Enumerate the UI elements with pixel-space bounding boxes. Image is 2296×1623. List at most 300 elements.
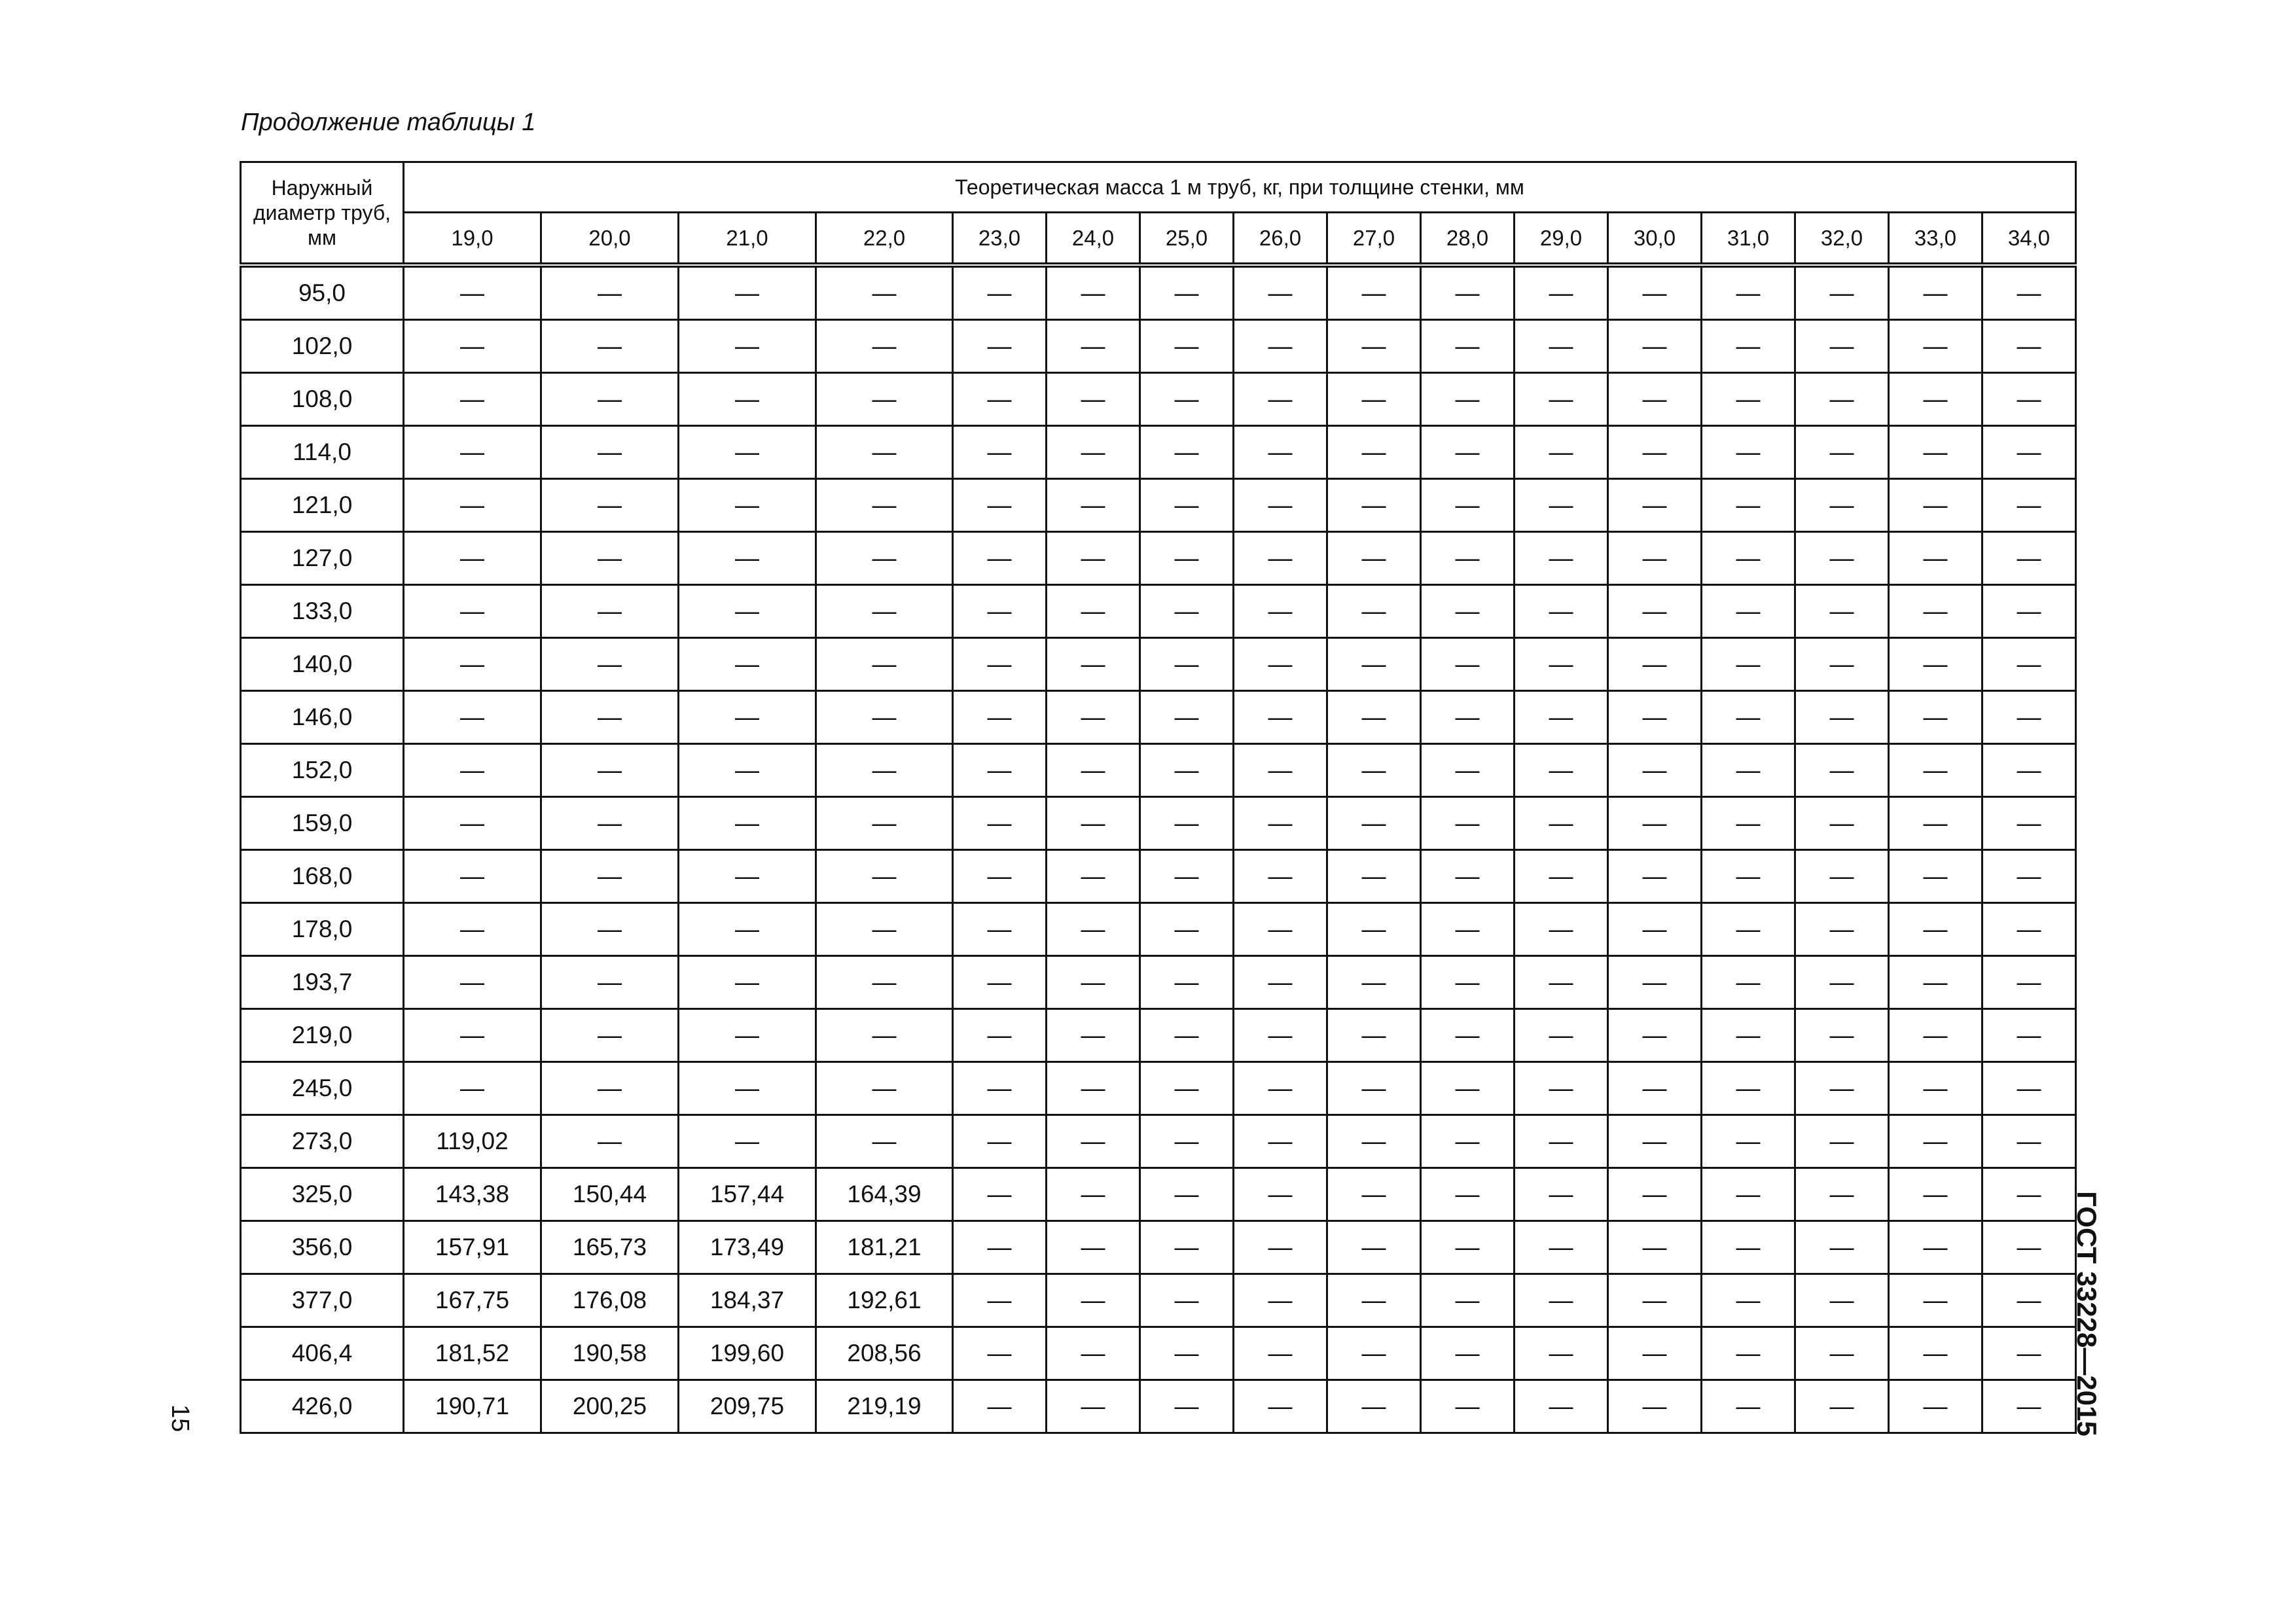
mass-cell: — xyxy=(1140,373,1234,426)
mass-cell: — xyxy=(816,956,953,1009)
mass-cell: — xyxy=(1140,1274,1234,1327)
mass-cell: — xyxy=(1327,797,1421,850)
mass-cell: — xyxy=(1982,532,2076,585)
mass-cell: — xyxy=(1608,638,1702,691)
mass-cell: — xyxy=(953,850,1047,903)
mass-cell: — xyxy=(541,1115,679,1168)
mass-cell: — xyxy=(1140,797,1234,850)
table-body xyxy=(241,265,2076,1433)
mass-cell: — xyxy=(1702,1115,1795,1168)
mass-cell: 167,75 xyxy=(404,1274,541,1327)
mass-cell: — xyxy=(1608,426,1702,479)
mass-cell: — xyxy=(1608,1168,1702,1221)
mass-cell: 181,21 xyxy=(816,1221,953,1274)
mass-cell: — xyxy=(1327,1062,1421,1115)
mass-cell: 199,60 xyxy=(679,1327,816,1380)
mass-cell: — xyxy=(541,479,679,532)
mass-cell: — xyxy=(1327,956,1421,1009)
mass-cell: — xyxy=(1047,903,1140,956)
wall-thickness-header: 20,0 xyxy=(541,213,679,266)
table-row xyxy=(241,1062,2076,1115)
mass-cell: — xyxy=(1327,850,1421,903)
mass-cell: — xyxy=(1515,903,1608,956)
mass-cell: — xyxy=(1702,1009,1795,1062)
mass-cell: — xyxy=(1795,1062,1889,1115)
mass-cell: — xyxy=(404,373,541,426)
mass-cell: — xyxy=(1421,1221,1515,1274)
mass-cell: — xyxy=(1795,1221,1889,1274)
mass-cell: — xyxy=(541,638,679,691)
mass-cell: — xyxy=(1327,373,1421,426)
mass-cell: — xyxy=(816,265,953,320)
mass-cell: — xyxy=(1889,1009,1982,1062)
mass-cell: — xyxy=(1421,744,1515,797)
diameter-cell: 245,0 xyxy=(241,1062,404,1115)
mass-cell: — xyxy=(404,265,541,320)
mass-cell: — xyxy=(1982,903,2076,956)
mass-cell: — xyxy=(816,320,953,373)
mass-cell: — xyxy=(404,691,541,744)
mass-cell: — xyxy=(1327,744,1421,797)
mass-cell: — xyxy=(953,638,1047,691)
table-row xyxy=(241,1115,2076,1168)
mass-cell: — xyxy=(1327,903,1421,956)
mass-cell: — xyxy=(953,903,1047,956)
diameter-cell: 140,0 xyxy=(241,638,404,691)
mass-cell: — xyxy=(1515,638,1608,691)
mass-cell: — xyxy=(1234,1380,1327,1433)
mass-cell: — xyxy=(953,320,1047,373)
mass-cell: — xyxy=(404,426,541,479)
mass-cell: — xyxy=(1795,1168,1889,1221)
table-caption: Продолжение таблицы 1 xyxy=(241,109,536,136)
mass-cell: — xyxy=(1515,320,1608,373)
mass-cell: — xyxy=(1421,1274,1515,1327)
mass-cell: — xyxy=(1982,1168,2076,1221)
mass-cell: — xyxy=(1702,638,1795,691)
mass-cell: — xyxy=(679,797,816,850)
wall-thickness-header: 23,0 xyxy=(953,213,1047,266)
mass-cell: — xyxy=(1234,426,1327,479)
mass-cell: — xyxy=(1234,1115,1327,1168)
mass-cell: — xyxy=(679,744,816,797)
wall-thickness-header: 25,0 xyxy=(1140,213,1234,266)
table-row xyxy=(241,1168,2076,1221)
mass-cell: — xyxy=(404,532,541,585)
mass-cell: 157,44 xyxy=(679,1168,816,1221)
mass-cell: — xyxy=(1515,1274,1608,1327)
mass-cell: — xyxy=(679,1115,816,1168)
table-row xyxy=(241,1221,2076,1274)
mass-cell: 184,37 xyxy=(679,1274,816,1327)
pipe-mass-table xyxy=(240,161,2077,1434)
table-row xyxy=(241,585,2076,638)
mass-cell: — xyxy=(953,479,1047,532)
mass-cell: — xyxy=(1421,1168,1515,1221)
mass-cell: — xyxy=(541,265,679,320)
mass-cell: — xyxy=(1702,956,1795,1009)
mass-cell: 181,52 xyxy=(404,1327,541,1380)
mass-cell: — xyxy=(679,373,816,426)
mass-cell: — xyxy=(1795,1274,1889,1327)
mass-cell: — xyxy=(1608,479,1702,532)
mass-cell: — xyxy=(1515,585,1608,638)
mass-cell: — xyxy=(1982,744,2076,797)
mass-cell: — xyxy=(1889,532,1982,585)
mass-cell: — xyxy=(1047,1274,1140,1327)
wall-thickness-header: 27,0 xyxy=(1327,213,1421,266)
mass-cell: — xyxy=(1795,744,1889,797)
mass-cell: — xyxy=(1421,1009,1515,1062)
mass-cell: — xyxy=(1234,373,1327,426)
mass-cell: — xyxy=(541,426,679,479)
diameter-cell: 108,0 xyxy=(241,373,404,426)
mass-cell: — xyxy=(1047,797,1140,850)
mass-cell: — xyxy=(1140,585,1234,638)
mass-cell: — xyxy=(1889,1168,1982,1221)
mass-cell: — xyxy=(1982,1115,2076,1168)
mass-cell: — xyxy=(1047,1009,1140,1062)
mass-cell: — xyxy=(541,956,679,1009)
mass-cell: 176,08 xyxy=(541,1274,679,1327)
mass-cell: 150,44 xyxy=(541,1168,679,1221)
diameter-cell: 356,0 xyxy=(241,1221,404,1274)
wall-thickness-header-row xyxy=(241,213,2076,266)
mass-cell: — xyxy=(541,532,679,585)
mass-cell: — xyxy=(1702,850,1795,903)
mass-cell: — xyxy=(1795,1380,1889,1433)
mass-cell: — xyxy=(1421,532,1515,585)
mass-cell: — xyxy=(404,956,541,1009)
wall-thickness-header: 32,0 xyxy=(1795,213,1889,266)
mass-cell: — xyxy=(1982,1327,2076,1380)
mass-cell: — xyxy=(1889,956,1982,1009)
mass-cell: — xyxy=(1889,1274,1982,1327)
mass-cell: — xyxy=(1982,691,2076,744)
mass-cell: — xyxy=(1140,1009,1234,1062)
mass-cell: — xyxy=(1608,797,1702,850)
mass-cell: 164,39 xyxy=(816,1168,953,1221)
mass-cell: — xyxy=(816,1115,953,1168)
mass-cell: — xyxy=(1421,479,1515,532)
diameter-cell: 325,0 xyxy=(241,1168,404,1221)
table-row xyxy=(241,903,2076,956)
mass-cell: 119,02 xyxy=(404,1115,541,1168)
mass-cell: — xyxy=(1047,956,1140,1009)
table-row xyxy=(241,320,2076,373)
mass-cell: — xyxy=(816,797,953,850)
mass-cell: — xyxy=(953,691,1047,744)
mass-cell: — xyxy=(1889,373,1982,426)
mass-cell: — xyxy=(1608,1221,1702,1274)
mass-cell: — xyxy=(816,1009,953,1062)
mass-cell: — xyxy=(1889,797,1982,850)
mass-cell: — xyxy=(816,691,953,744)
table-row xyxy=(241,1327,2076,1380)
mass-cell: — xyxy=(1421,850,1515,903)
mass-cell: — xyxy=(679,320,816,373)
mass-cell: — xyxy=(953,1168,1047,1221)
mass-cell: — xyxy=(953,1380,1047,1433)
mass-cell: — xyxy=(679,1009,816,1062)
mass-cell: — xyxy=(1795,691,1889,744)
mass-cell: — xyxy=(404,585,541,638)
diameter-cell: 114,0 xyxy=(241,426,404,479)
table-row xyxy=(241,1009,2076,1062)
mass-cell: 209,75 xyxy=(679,1380,816,1433)
mass-cell: — xyxy=(1702,1062,1795,1115)
diameter-cell: 406,4 xyxy=(241,1327,404,1380)
mass-cell: — xyxy=(1515,265,1608,320)
mass-cell: — xyxy=(816,744,953,797)
mass-cell: — xyxy=(1234,956,1327,1009)
mass-cell: — xyxy=(1889,744,1982,797)
mass-cell: — xyxy=(1234,903,1327,956)
document-designation: ГОСТ 33228—2015 xyxy=(2072,1191,2102,1436)
mass-cell: — xyxy=(953,426,1047,479)
mass-cell: — xyxy=(1327,585,1421,638)
mass-cell: — xyxy=(1702,479,1795,532)
mass-cell: — xyxy=(541,850,679,903)
mass-cell: — xyxy=(1702,1168,1795,1221)
mass-cell: — xyxy=(1047,744,1140,797)
mass-cell: — xyxy=(1327,1009,1421,1062)
mass-cell: — xyxy=(1889,1380,1982,1433)
mass-cell: — xyxy=(1889,1221,1982,1274)
mass-cell: — xyxy=(816,585,953,638)
mass-cell: — xyxy=(1982,585,2076,638)
mass-cell: — xyxy=(1982,850,2076,903)
table-row xyxy=(241,691,2076,744)
mass-cell: — xyxy=(679,956,816,1009)
mass-cell: — xyxy=(1140,1115,1234,1168)
mass-cell: — xyxy=(1047,585,1140,638)
mass-cell: — xyxy=(1982,1009,2076,1062)
mass-cell: 219,19 xyxy=(816,1380,953,1433)
table-row xyxy=(241,1380,2076,1433)
mass-cell: — xyxy=(1047,373,1140,426)
mass-cell: — xyxy=(1421,585,1515,638)
mass-cell: — xyxy=(1795,265,1889,320)
mass-cell: — xyxy=(679,532,816,585)
mass-cell: — xyxy=(1421,1115,1515,1168)
mass-cell: — xyxy=(953,1274,1047,1327)
wall-thickness-header: 30,0 xyxy=(1608,213,1702,266)
mass-cell: — xyxy=(816,638,953,691)
mass-cell: — xyxy=(1515,744,1608,797)
mass-cell: — xyxy=(1140,265,1234,320)
mass-cell: — xyxy=(1515,1009,1608,1062)
mass-cell: — xyxy=(816,1062,953,1115)
mass-cell: — xyxy=(1702,744,1795,797)
mass-cell: — xyxy=(1515,479,1608,532)
page-number: 15 xyxy=(166,1404,194,1433)
mass-cell: — xyxy=(1047,1327,1140,1380)
mass-cell: — xyxy=(1515,1327,1608,1380)
table-row xyxy=(241,426,2076,479)
mass-cell: — xyxy=(1795,797,1889,850)
mass-cell: — xyxy=(953,744,1047,797)
mass-cell: — xyxy=(1140,850,1234,903)
mass-cell: — xyxy=(1982,797,2076,850)
mass-cell: — xyxy=(1421,373,1515,426)
mass-cell: — xyxy=(1608,265,1702,320)
mass-cell: — xyxy=(1421,797,1515,850)
mass-cell: — xyxy=(1889,1327,1982,1380)
mass-cell: — xyxy=(953,1115,1047,1168)
wall-thickness-header: 24,0 xyxy=(1047,213,1140,266)
mass-cell: — xyxy=(1140,1380,1234,1433)
mass-cell: — xyxy=(1608,585,1702,638)
table-row xyxy=(241,956,2076,1009)
diameter-cell: 273,0 xyxy=(241,1115,404,1168)
diameter-cell: 152,0 xyxy=(241,744,404,797)
mass-cell: — xyxy=(1889,320,1982,373)
mass-cell: — xyxy=(1234,1274,1327,1327)
diameter-cell: 95,0 xyxy=(241,265,404,320)
wall-thickness-header: 21,0 xyxy=(679,213,816,266)
mass-cell: — xyxy=(1702,373,1795,426)
table-row xyxy=(241,638,2076,691)
mass-cell: — xyxy=(1047,1062,1140,1115)
mass-cell: — xyxy=(1702,1274,1795,1327)
mass-cell: — xyxy=(816,479,953,532)
mass-cell: — xyxy=(1889,1062,1982,1115)
table-row xyxy=(241,850,2076,903)
mass-cell: 200,25 xyxy=(541,1380,679,1433)
mass-cell: — xyxy=(1421,1380,1515,1433)
mass-cell: — xyxy=(541,691,679,744)
mass-cell: — xyxy=(1889,691,1982,744)
mass-cell: — xyxy=(1515,1221,1608,1274)
mass-cell: — xyxy=(1608,1009,1702,1062)
diameter-column-header: Наружный диаметр труб, мм xyxy=(241,162,404,266)
mass-cell: — xyxy=(404,1009,541,1062)
mass-cell: — xyxy=(1515,1115,1608,1168)
mass-cell: — xyxy=(1982,956,2076,1009)
mass-cell: — xyxy=(541,903,679,956)
wall-thickness-header: 26,0 xyxy=(1234,213,1327,266)
table-row xyxy=(241,744,2076,797)
mass-cell: — xyxy=(1702,532,1795,585)
mass-cell: — xyxy=(1515,850,1608,903)
wall-thickness-header: 28,0 xyxy=(1421,213,1515,266)
diameter-cell: 159,0 xyxy=(241,797,404,850)
mass-cell: — xyxy=(1702,1380,1795,1433)
mass-cell: — xyxy=(1795,1115,1889,1168)
mass-cell: — xyxy=(1795,638,1889,691)
mass-cell: — xyxy=(404,479,541,532)
mass-cell: — xyxy=(679,585,816,638)
mass-cell: — xyxy=(1327,479,1421,532)
mass-cell: — xyxy=(1047,320,1140,373)
mass-cell: — xyxy=(1140,638,1234,691)
mass-cell: 190,58 xyxy=(541,1327,679,1380)
mass-cell: — xyxy=(1795,850,1889,903)
mass-cell: — xyxy=(404,744,541,797)
mass-cell: — xyxy=(1234,532,1327,585)
mass-cell: — xyxy=(1047,1380,1140,1433)
mass-cell: — xyxy=(953,1062,1047,1115)
mass-cell: — xyxy=(816,850,953,903)
mass-cell: — xyxy=(1140,903,1234,956)
mass-cell: — xyxy=(1515,373,1608,426)
mass-cell: — xyxy=(1608,1327,1702,1380)
diameter-cell: 219,0 xyxy=(241,1009,404,1062)
mass-cell: — xyxy=(1234,1062,1327,1115)
mass-cell: — xyxy=(1889,426,1982,479)
mass-cell: — xyxy=(1234,1221,1327,1274)
mass-cell: — xyxy=(1234,1168,1327,1221)
mass-cell: — xyxy=(1795,320,1889,373)
mass-cell: — xyxy=(1234,638,1327,691)
mass-cell: — xyxy=(953,1327,1047,1380)
diameter-cell: 121,0 xyxy=(241,479,404,532)
mass-cell: — xyxy=(404,903,541,956)
diameter-cell: 426,0 xyxy=(241,1380,404,1433)
mass-cell: — xyxy=(1234,797,1327,850)
mass-cell: — xyxy=(404,1062,541,1115)
table-row xyxy=(241,373,2076,426)
mass-cell: — xyxy=(953,585,1047,638)
mass-cell: — xyxy=(1234,320,1327,373)
mass-cell: — xyxy=(1327,1274,1421,1327)
table-row xyxy=(241,265,2076,320)
mass-cell: — xyxy=(1327,1327,1421,1380)
mass-cell: — xyxy=(1608,1115,1702,1168)
mass-cell: — xyxy=(404,638,541,691)
mass-cell: — xyxy=(404,797,541,850)
mass-cell: — xyxy=(404,850,541,903)
mass-cell: — xyxy=(1327,691,1421,744)
mass-cell: — xyxy=(1982,373,2076,426)
mass-cell: — xyxy=(679,479,816,532)
mass-cell: — xyxy=(953,265,1047,320)
mass-cell: — xyxy=(1795,903,1889,956)
table-row xyxy=(241,1274,2076,1327)
diameter-cell: 146,0 xyxy=(241,691,404,744)
mass-cell: — xyxy=(1795,956,1889,1009)
mass-cell: — xyxy=(1515,691,1608,744)
mass-cell: — xyxy=(816,903,953,956)
mass-cell: — xyxy=(1889,638,1982,691)
mass-cell: — xyxy=(1047,638,1140,691)
table-row xyxy=(241,797,2076,850)
mass-cell: — xyxy=(1234,265,1327,320)
mass-cell: — xyxy=(679,265,816,320)
mass-cell: — xyxy=(1234,479,1327,532)
mass-cell: — xyxy=(1234,691,1327,744)
diameter-cell: 102,0 xyxy=(241,320,404,373)
mass-cell: — xyxy=(1982,265,2076,320)
mass-cell: — xyxy=(1047,426,1140,479)
mass-cell: — xyxy=(1889,585,1982,638)
mass-cell: — xyxy=(1982,1221,2076,1274)
mass-table-container xyxy=(240,161,2077,1434)
mass-cell: — xyxy=(1795,532,1889,585)
mass-cell: — xyxy=(404,320,541,373)
mass-cell: — xyxy=(1047,479,1140,532)
mass-cell: — xyxy=(541,1009,679,1062)
mass-cell: — xyxy=(1982,1062,2076,1115)
mass-cell: — xyxy=(1140,956,1234,1009)
mass-cell: — xyxy=(816,532,953,585)
wall-thickness-header: 31,0 xyxy=(1702,213,1795,266)
mass-cell: — xyxy=(1140,691,1234,744)
mass-cell: — xyxy=(1702,797,1795,850)
mass-cell: — xyxy=(541,797,679,850)
wall-thickness-header: 22,0 xyxy=(816,213,953,266)
